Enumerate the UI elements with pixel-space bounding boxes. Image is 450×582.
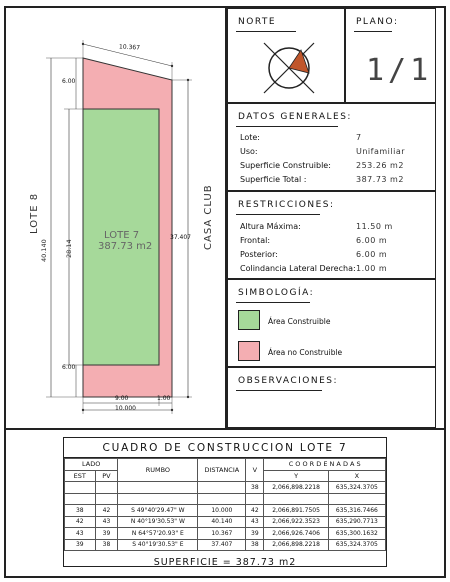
datos-label-sup-construible: Superficie Construible:	[240, 161, 331, 170]
dim-top-label: 10.367	[118, 43, 141, 52]
restricciones-title: RESTRICCIONES:	[238, 200, 335, 210]
table-row	[65, 539, 386, 551]
table-row	[65, 482, 386, 494]
cell-v: 38	[246, 539, 264, 551]
plano-panel	[345, 8, 436, 103]
cell-y: 2,066,926.7406	[264, 528, 328, 540]
cell-est: 42	[65, 516, 96, 528]
cell-distancia: 37.407	[198, 539, 246, 551]
table-row	[65, 516, 386, 528]
restr-value-lateral: 1.00 m	[356, 264, 388, 273]
cell-pv	[95, 493, 118, 505]
title-underline	[236, 214, 320, 215]
cell-x: 635,300.1632	[328, 528, 385, 540]
dim-bottom-a-label: 9.00	[115, 395, 129, 402]
cell-est	[65, 482, 96, 494]
cell-pv: 43	[95, 516, 118, 528]
cell-x: 635,316.7466	[328, 505, 385, 517]
datos-label-lote: Lote:	[240, 133, 260, 142]
restr-value-frontal: 6.00 m	[356, 236, 388, 245]
hdr-lado: LADO	[65, 459, 118, 471]
observaciones-panel	[227, 367, 436, 428]
restr-label-altura: Altura Máxima:	[240, 222, 301, 231]
restr-label-frontal: Frontal:	[240, 236, 271, 245]
cell-distancia: 10.367	[198, 528, 246, 540]
cell-y: 2,066,898.2218	[264, 539, 328, 551]
cell-y: 2,066,898.2218	[264, 482, 328, 494]
lot-area-label: 387.73 m2	[98, 241, 153, 252]
restr-value-altura: 11.50 m	[356, 222, 393, 231]
legend-label-buildable: Área Construible	[268, 317, 331, 326]
legend-swatch-non-buildable	[238, 341, 260, 361]
cell-distancia	[198, 493, 246, 505]
datos-label-sup-total: Superficie Total :	[240, 175, 307, 184]
divider	[4, 428, 446, 430]
norte-panel	[227, 8, 345, 103]
cell-distancia	[198, 482, 246, 494]
plano-title: PLANO:	[356, 17, 399, 27]
right-neighbor-label: CASA CLUB	[203, 184, 214, 250]
cell-rumbo: S 49°40'29.47" W	[118, 505, 198, 517]
cell-v: 42	[246, 505, 264, 517]
cell-rumbo: N 40°19'30.53" W	[118, 516, 198, 528]
datos-value-lote: 7	[356, 133, 362, 142]
cell-rumbo: N 64°57'20.93" E	[118, 528, 198, 540]
dim-setback-top-label: 6.00	[62, 78, 76, 85]
title-underline	[236, 31, 296, 32]
cuadro-construccion	[63, 437, 387, 567]
lot-name-label: LOTE 7	[104, 230, 140, 241]
hdr-coordenadas: C O O R D E N A D A S	[264, 459, 386, 471]
datos-label-uso: Uso:	[240, 147, 258, 156]
title-underline	[354, 31, 392, 32]
dim-left-outer-label: 40.140	[40, 239, 48, 262]
superficie-total: SUPERFICIE = 387.73 m2	[153, 557, 297, 568]
cell-rumbo	[118, 493, 198, 505]
cell-v: 39	[246, 528, 264, 540]
hdr-x: X	[328, 470, 385, 482]
cell-rumbo	[118, 482, 198, 494]
restr-value-posterior: 6.00 m	[356, 250, 388, 259]
restricciones-panel	[227, 191, 436, 279]
cell-x: 635,324.3705	[328, 482, 385, 494]
hdr-distancia: DISTANCIA	[198, 459, 246, 482]
restr-label-posterior: Posterior:	[240, 250, 278, 259]
title-underline	[236, 302, 310, 303]
cell-rumbo: S 40°19'30.53" E	[118, 539, 198, 551]
dim-right-label: 37.407	[170, 234, 191, 241]
simbologia-title: SIMBOLOGÍA:	[238, 288, 315, 298]
cell-est	[65, 493, 96, 505]
table-row	[65, 493, 386, 505]
title-underline	[236, 390, 322, 391]
cell-est: 38	[65, 505, 96, 517]
cuadro-title: CUADRO DE CONSTRUCCION LOTE 7	[64, 438, 386, 458]
north-arrow-icon	[254, 33, 324, 103]
datos-generales-panel	[227, 103, 436, 191]
title-underline	[236, 126, 338, 127]
cell-pv	[95, 482, 118, 494]
datos-title: DATOS GENERALES:	[238, 112, 352, 122]
cell-x: 635,290.7713	[328, 516, 385, 528]
hdr-rumbo: RUMBO	[118, 459, 198, 482]
cell-x	[328, 493, 385, 505]
legend-swatch-buildable	[238, 310, 260, 330]
simbologia-panel	[227, 279, 436, 367]
cell-y: 2,066,922.3523	[264, 516, 328, 528]
hdr-est: EST	[65, 470, 96, 482]
restr-label-lateral: Colindancia Lateral Derecha:	[240, 264, 356, 273]
observaciones-title: OBSERVACIONES:	[238, 376, 339, 386]
cell-distancia: 10.000	[198, 505, 246, 517]
cell-v: 38	[246, 482, 264, 494]
datos-value-sup-construible: 253.26 m2	[356, 161, 404, 170]
cell-pv: 39	[95, 528, 118, 540]
datos-value-uso: Unifamiliar	[356, 147, 406, 156]
cell-distancia: 40.140	[198, 516, 246, 528]
cell-v	[246, 493, 264, 505]
cell-v: 43	[246, 516, 264, 528]
table-row	[65, 505, 386, 517]
dim-bottom-total-label: 10.000	[115, 405, 136, 412]
cell-est: 43	[65, 528, 96, 540]
left-neighbor-label: LOTE 8	[29, 192, 40, 234]
cell-pv: 38	[95, 539, 118, 551]
hdr-pv: PV	[95, 470, 118, 482]
dim-setback-bottom-label: 6.00	[62, 364, 76, 371]
dim-left-inner-label: 28.14	[65, 239, 73, 258]
dim-bottom-b-label: 1.00	[157, 395, 171, 402]
cell-pv: 42	[95, 505, 118, 517]
cell-x: 635,324.3705	[328, 539, 385, 551]
datos-value-sup-total: 387.73 m2	[356, 175, 404, 184]
table-row	[65, 528, 386, 540]
coordinates-table	[64, 458, 386, 551]
hdr-v: V	[246, 459, 264, 482]
legend-label-non-buildable: Área no Construible	[268, 348, 343, 357]
hdr-y: Y	[264, 470, 328, 482]
norte-title: NORTE	[238, 17, 277, 27]
plano-number: 1/1	[366, 53, 433, 88]
cell-y	[264, 493, 328, 505]
cell-y: 2,066,891.7505	[264, 505, 328, 517]
cell-est: 39	[65, 539, 96, 551]
